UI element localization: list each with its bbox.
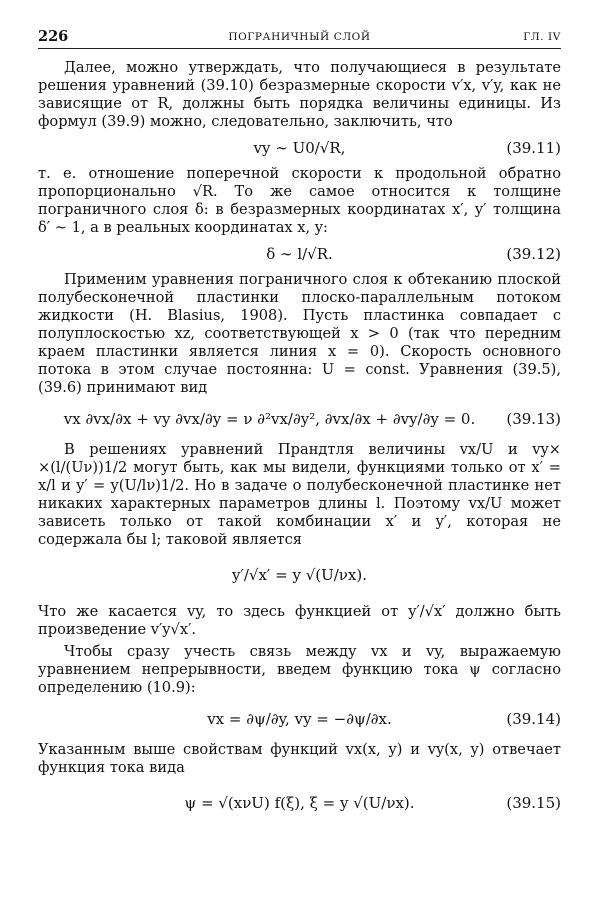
paragraph-7: Указанным выше свойствам функций vx(x, y) и vy(x, y) отвечает функция тока вида <box>38 741 561 776</box>
equation-similarity-formula: y′/√x′ = y √(U/νx). <box>231 566 367 584</box>
equation-39-12-number: (39.12) <box>506 245 561 263</box>
equation-39-12 <box>38 237 561 271</box>
equation-39-14-formula: vx = ∂ψ/∂y, vy = −∂ψ/∂x. <box>207 710 392 728</box>
equation-39-11-number: (39.11) <box>506 139 561 157</box>
equation-39-11-formula: vy ∼ U0/√R, <box>253 139 346 157</box>
paragraph-5: Что же касается vy, то здесь функцией от y′/√x′ должно быть произведение v′y√x′. <box>38 603 561 638</box>
equation-39-14 <box>38 697 561 741</box>
equation-39-12-formula: δ ∼ l/√R. <box>266 245 333 263</box>
book-page <box>38 28 561 831</box>
equation-39-13-number: (39.13) <box>506 410 561 428</box>
equation-39-11 <box>38 131 561 165</box>
header-rule <box>38 48 561 49</box>
paragraph-1: Далее, можно утверждать, что получающиеся в результате решения уравнений (39.10) безразмерные скорости v′x, v′y, как не зависящие от R, должны быть порядка величины единицы. Из формул (39.9) можно, следовательно, заключить, что <box>38 59 561 130</box>
running-title: ПОГРАНИЧНЫЙ СЛОЙ <box>228 31 371 43</box>
equation-39-13 <box>38 397 561 441</box>
equation-similarity-variable <box>38 549 561 603</box>
paragraph-3: Применим уравнения пограничного слоя к обтеканию плоской полубесконечной пластинки плоско-параллельным потоком жидкости (H. Blasius, 1908). Пусть пластинка совпадает с полуплоскостью xz, соответствующей x > 0 (так что передним краем пластинки является линия x = 0). Скорость основного потока в этом случае постоянна: U = const. Уравнения (39.5), (39.6) принимают вид <box>38 271 561 396</box>
equation-39-15-formula: ψ = √(xνU) f(ξ), ξ = y √(U/νx). <box>184 794 415 812</box>
paragraph-6: Чтобы сразу учесть связь между vx и vy, выражаемую уравнением непрерывности, введем функцию тока ψ согласно определению (10.9): <box>38 643 561 696</box>
equation-39-15 <box>38 777 561 831</box>
paragraph-4: В решениях уравнений Прандтля величины vx/U и vy× ×(l/(Uν))1/2 могут быть, как мы видели, функциями только от x′ = x/l и y′ = y(U/lν)1/2. Но в задаче о полубесконечной пластинке нет никаких характерных параметров длины l. Поэтому vx/U может зависеть только от такой комбинации x′ и y′, которая не содержала бы l; таковой является <box>38 441 561 548</box>
equation-39-13-formula: vx ∂vx/∂x + vy ∂vx/∂y = ν ∂²vx/∂y², ∂vx/∂x + ∂vy/∂y = 0. <box>63 410 476 428</box>
running-header <box>38 28 561 48</box>
paragraph-2: т. е. отношение поперечной скорости к продольной обратно пропорционально √R. То же самое относится к толщине пограничного слоя δ: в безразмерных координатах x′, y′ толщина δ′ ∼ 1, а в реальных координатах x, y: <box>38 165 561 236</box>
equation-39-15-number: (39.15) <box>506 794 561 812</box>
page-number: 226 <box>38 28 69 45</box>
equation-39-14-number: (39.14) <box>506 710 561 728</box>
chapter-label: ГЛ. IV <box>523 31 561 43</box>
